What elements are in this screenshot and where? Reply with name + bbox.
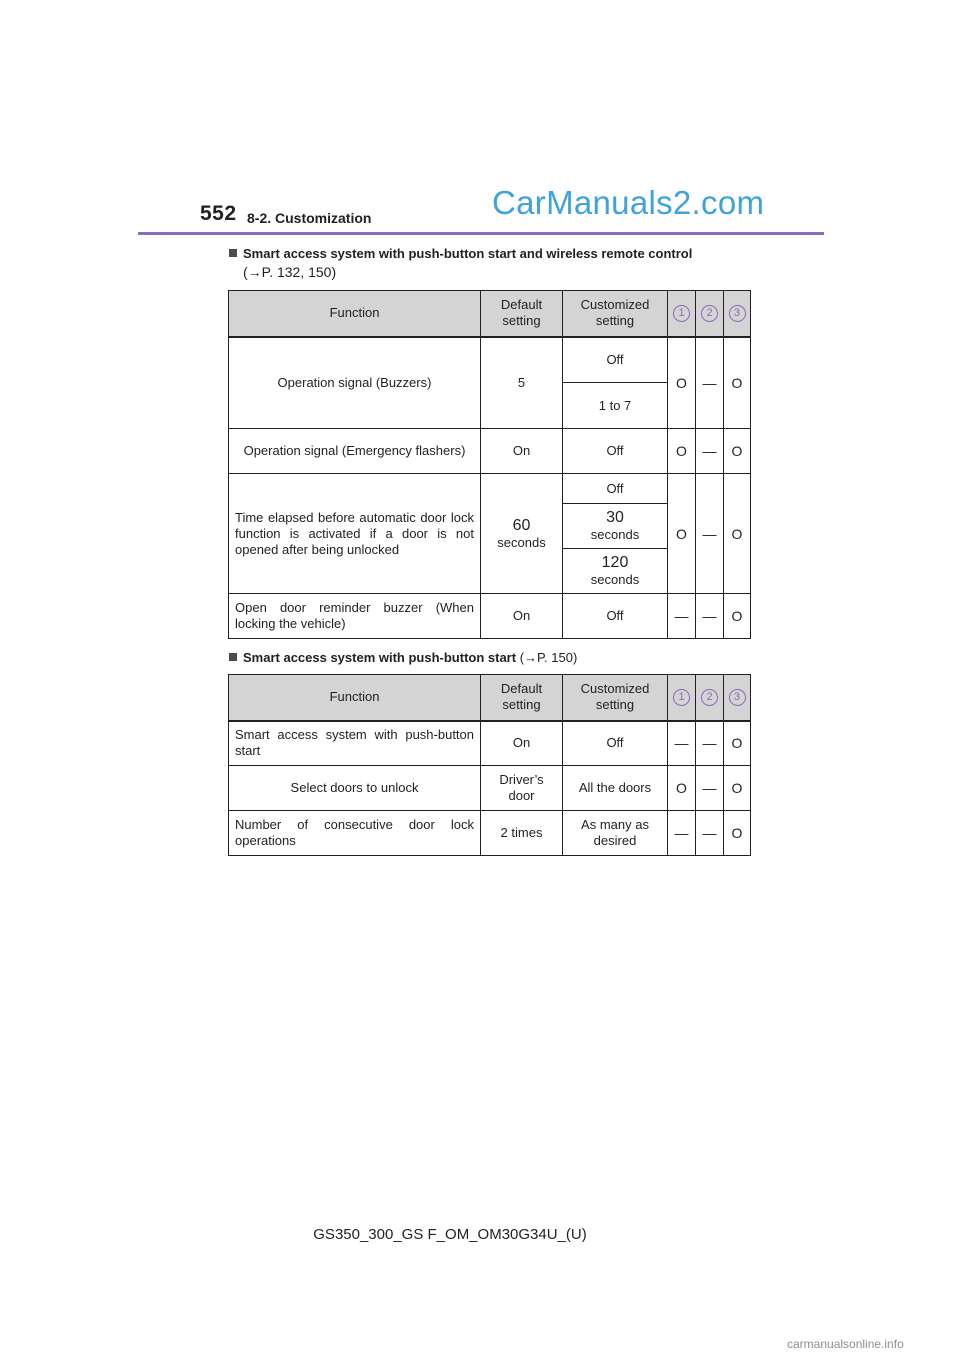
- col-2: [696, 675, 724, 721]
- default-cell: [481, 474, 563, 594]
- table-header-row: [229, 291, 751, 337]
- col-default: [481, 291, 563, 337]
- custom-cell: Off: [563, 721, 668, 766]
- customization-table-1: [228, 290, 751, 639]
- function-cell: Open door reminder buzzer (When locking the vehicle): [229, 594, 481, 639]
- custom-unit: seconds: [590, 527, 640, 542]
- mark-1: O: [668, 766, 696, 811]
- circled-1-icon: 1: [673, 305, 690, 322]
- table-row: [229, 474, 751, 504]
- custom-cell: Off: [563, 594, 668, 639]
- table-header-row: [229, 675, 751, 721]
- circled-3-icon: 3: [729, 689, 746, 706]
- col-1: [668, 291, 696, 337]
- section-heading-smart-access-remote: [229, 244, 692, 282]
- mark-3: O: [724, 474, 751, 594]
- default-cell: 2 times: [481, 811, 563, 856]
- custom-cell: 1 to 7: [563, 383, 668, 429]
- table-row: [229, 811, 751, 856]
- custom-value: 30: [606, 509, 624, 526]
- function-cell: Smart access system with push-button start: [229, 721, 481, 766]
- default-cell: On: [481, 721, 563, 766]
- default-unit: seconds: [497, 534, 546, 550]
- default-cell: On: [481, 429, 563, 474]
- mark-1: O: [668, 337, 696, 429]
- mark-3: O: [724, 721, 751, 766]
- custom-cell: Off: [563, 337, 668, 383]
- function-cell: Time elapsed before automatic door lock function is activated if a door is not opened after being unlocked: [229, 474, 481, 594]
- custom-cell: [563, 811, 668, 856]
- default-value: Driver’s door: [499, 772, 544, 803]
- mark-2: —: [696, 594, 724, 639]
- custom-cell: [563, 504, 668, 549]
- mark-1: O: [668, 474, 696, 594]
- circled-3-icon: 3: [729, 305, 746, 322]
- function-cell: Operation signal (Buzzers): [229, 337, 481, 429]
- custom-cell: [563, 549, 668, 594]
- col-3: [724, 675, 751, 721]
- col-2: [696, 291, 724, 337]
- square-bullet-icon: [229, 653, 237, 661]
- mark-1: —: [668, 811, 696, 856]
- table-row: [229, 721, 751, 766]
- circled-1-icon: 1: [673, 689, 690, 706]
- watermark-footer: carmanualsonline.info: [787, 1337, 904, 1351]
- col-customized-label: Customized setting: [580, 681, 650, 713]
- mark-2: —: [696, 766, 724, 811]
- mark-3: O: [724, 429, 751, 474]
- mark-3: O: [724, 594, 751, 639]
- custom-value: 120: [601, 554, 629, 571]
- col-function: Function: [229, 291, 481, 337]
- custom-value: As many as desired: [581, 817, 649, 848]
- col-3: [724, 291, 751, 337]
- default-value: 60: [512, 516, 531, 534]
- page-number: 552: [200, 202, 237, 225]
- col-customized: [563, 675, 668, 721]
- mark-2: —: [696, 337, 724, 429]
- circled-2-icon: 2: [701, 305, 718, 322]
- table-row: [229, 594, 751, 639]
- col-default-label: Default setting: [500, 297, 543, 329]
- document-code: GS350_300_GS F_OM_OM30G34U_(U): [313, 1226, 587, 1243]
- table-row: [229, 337, 751, 383]
- table-row: [229, 429, 751, 474]
- col-default: [481, 675, 563, 721]
- col-1: [668, 675, 696, 721]
- default-cell: On: [481, 594, 563, 639]
- square-bullet-icon: [229, 249, 237, 257]
- custom-cell: All the doors: [563, 766, 668, 811]
- default-cell: 5: [481, 337, 563, 429]
- section-heading-smart-access: [229, 648, 577, 667]
- circled-2-icon: 2: [701, 689, 718, 706]
- mark-2: —: [696, 811, 724, 856]
- page-reference: (→P. 132, 150): [243, 264, 337, 280]
- table-row: [229, 766, 751, 811]
- function-cell: Select doors to unlock: [229, 766, 481, 811]
- page-reference: (→P. 150): [519, 650, 578, 665]
- custom-unit: seconds: [590, 572, 640, 587]
- function-cell: Number of consecutive door lock operations: [229, 811, 481, 856]
- customization-table-2: [228, 674, 751, 856]
- mark-2: —: [696, 474, 724, 594]
- col-default-label: Default setting: [500, 681, 543, 713]
- function-cell: Operation signal (Emergency flashers): [229, 429, 481, 474]
- mark-1: —: [668, 594, 696, 639]
- mark-3: O: [724, 766, 751, 811]
- col-customized: [563, 291, 668, 337]
- section-title: 8-2. Customization: [247, 210, 372, 226]
- mark-3: O: [724, 337, 751, 429]
- mark-1: O: [668, 429, 696, 474]
- custom-cell: Off: [563, 429, 668, 474]
- mark-2: —: [696, 721, 724, 766]
- header-divider: [138, 232, 824, 235]
- mark-1: —: [668, 721, 696, 766]
- mark-3: O: [724, 811, 751, 856]
- watermark-logo: CarManuals2.com: [492, 184, 765, 221]
- default-cell: [481, 766, 563, 811]
- custom-cell: Off: [563, 474, 668, 504]
- col-function: Function: [229, 675, 481, 721]
- heading-text: Smart access system with push-button start and wireless remote control: [243, 246, 693, 261]
- col-customized-label: Customized setting: [580, 297, 650, 329]
- mark-2: —: [696, 429, 724, 474]
- heading-text: Smart access system with push-button start: [243, 650, 517, 665]
